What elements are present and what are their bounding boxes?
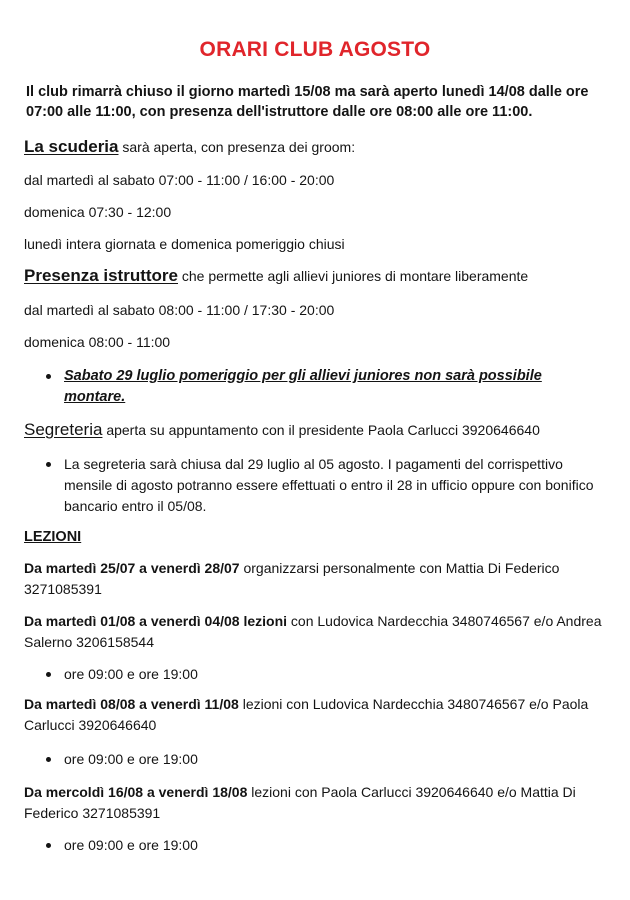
istruttore-heading-rest: che permette agli allievi juniores di montare liberamente [178,268,529,284]
istruttore-heading: Presenza istruttore [24,266,178,285]
bullet-icon [46,843,51,848]
page-title: ORARI CLUB AGOSTO [199,38,431,61]
lezioni-block-1-dates: Da martedì 25/07 a venerdì 28/07 [24,560,240,576]
scuderia-line-3: lunedì intera giornata e domenica pomeriggio chiusi [24,236,345,252]
intro-paragraph: Il club rimarrà chiuso il giorno martedì 15/08 ma sarà aperto lunedì 14/08 dalle ore 07:00 alle 11:00, con presenza dell'istruttore dalle ore 08:00 alle ore 11:00. [26,84,589,120]
lezioni-block-2-dates: Da martedì 01/08 a venerdì 04/08 lezioni [24,613,288,629]
lezioni-block-3-text: lezioni con Ludovica Nardecchia 3480746567 e/o Paola Carlucci 3920646640 [24,696,589,733]
lezioni-block-4-hours: ore 09:00 e ore 19:00 [64,837,198,853]
scuderia-heading: La scuderia [24,137,119,156]
segreteria-heading-line [24,420,540,440]
lezioni-block-2 [24,611,614,653]
istruttore-line-1: dal martedì al sabato 08:00 - 11:00 / 17:30 - 20:00 [24,302,335,318]
lezioni-block-2-hours: ore 09:00 e ore 19:00 [64,666,198,682]
lezioni-heading: LEZIONI [24,529,82,545]
lezioni-block-1 [24,558,614,600]
lezioni-block-3-hours: ore 09:00 e ore 19:00 [64,751,198,767]
lezioni-heading-line [24,528,81,545]
scuderia-line-2: domenica 07:30 - 12:00 [24,204,172,220]
bullet-icon [46,672,51,677]
istruttore-warning-item [44,366,584,408]
istruttore-warning: Sabato 29 luglio pomeriggio per gli allievi juniores non sarà possibile montare. [64,368,542,405]
segreteria-heading: Segreteria [24,420,103,439]
bullet-icon [46,757,51,762]
istruttore-line-2: domenica 08:00 - 11:00 [24,334,171,350]
lezioni-block-3-bullet [44,749,619,770]
scuderia-heading-line [24,137,355,157]
segreteria-note-item [44,454,604,517]
bullet-icon [46,462,51,467]
segreteria-heading-rest: aperta su appuntamento con il presidente Paola Carlucci 3920646640 [102,422,540,438]
lezioni-block-2-bullet [44,664,619,685]
lezioni-block-2-text: con Ludovica Nardecchia 3480746567 e/o Andrea Salerno 3206158544 [24,613,602,650]
segreteria-note: La segreteria sarà chiusa dal 29 luglio al 05 agosto. I pagamenti del corrispettivo mensile di agosto potranno essere effettuati o entro il 28 in ufficio oppure con bonifico bancario entro il 05/08. [64,456,594,514]
istruttore-heading-line [24,266,528,286]
lezioni-block-3 [24,694,614,736]
bullet-icon [46,374,51,379]
lezioni-block-4-bullet [44,835,619,856]
lezioni-block-4-dates: Da mercoldì 16/08 a venerdì 18/08 [24,784,248,800]
lezioni-block-1-text: organizzarsi personalmente con Mattia Di Federico 3271085391 [24,560,560,597]
scuderia-line-1: dal martedì al sabato 07:00 - 11:00 / 16:00 - 20:00 [24,172,335,188]
lezioni-block-3-dates: Da martedì 08/08 a venerdì 11/08 [24,696,239,712]
lezioni-block-4-text: lezioni con Paola Carlucci 3920646640 e/o Mattia Di Federico 3271085391 [24,784,576,821]
lezioni-block-4 [24,782,614,824]
scuderia-heading-rest: sarà aperta, con presenza dei groom: [118,139,356,155]
